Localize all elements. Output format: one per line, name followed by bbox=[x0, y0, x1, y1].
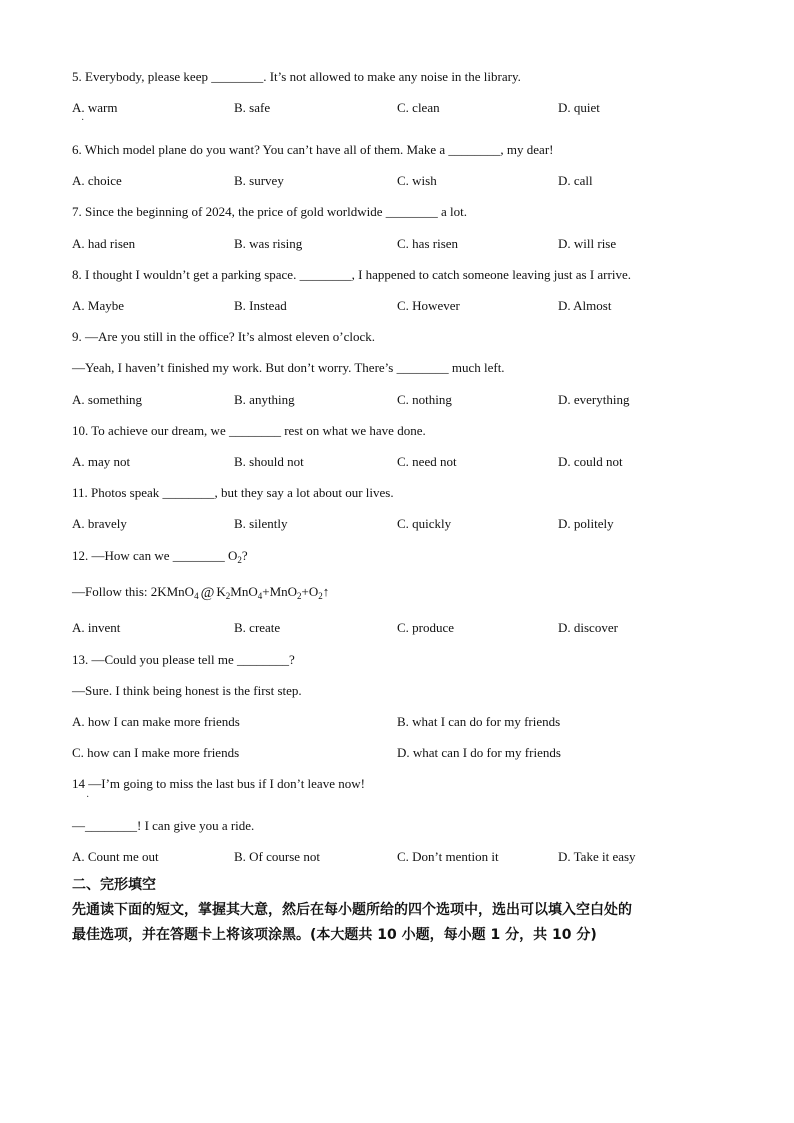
question-13-option-a: A. how I can make more friends bbox=[72, 714, 240, 729]
section-instruction-line-2: 最佳选项，并在答题卡上将该项涂黑。(本大题共 10 小题，每小题 1 分，共 10 分) bbox=[72, 927, 597, 943]
question-9-option-b: B. anything bbox=[234, 392, 295, 407]
question-14-option-d: D. Take it easy bbox=[558, 849, 636, 864]
question-11-option-c: C. quickly bbox=[397, 516, 452, 531]
question-10-option-c: C. need not bbox=[397, 454, 457, 469]
formula-sub: 2 bbox=[297, 591, 302, 601]
question-9-reply: —Yeah, I haven’t finished my work. But don’t worry. There’s ________ much left. bbox=[72, 360, 505, 375]
question-12-formula bbox=[72, 584, 329, 601]
question-5-stem: 5. Everybody, please keep ________. It’s not allowed to make any noise in the library. bbox=[72, 69, 521, 84]
question-8-option-d: D. Almost bbox=[558, 298, 612, 313]
question-11-option-b: B. silently bbox=[234, 516, 288, 531]
question-6-option-d: D. call bbox=[558, 173, 593, 188]
question-12-stem-end: ? bbox=[241, 548, 248, 563]
question-10-stem: 10. To achieve our dream, we ________ rest on what we have done. bbox=[72, 423, 426, 438]
formula-sub: 4 bbox=[257, 591, 263, 601]
question-5-option-b: B. safe bbox=[234, 100, 271, 115]
question-9-option-c: C. nothing bbox=[397, 392, 452, 407]
question-9-option-a: A. something bbox=[72, 392, 143, 407]
formula-plus-mno: +MnO bbox=[262, 584, 298, 599]
question-10-option-b: B. should not bbox=[234, 454, 304, 469]
question-7-option-b: B. was rising bbox=[234, 236, 303, 251]
question-5-option-c: C. clean bbox=[397, 100, 440, 115]
question-6-option-c: C. wish bbox=[397, 173, 437, 188]
question-14-option-b: B. Of course not bbox=[234, 849, 320, 864]
question-13-option-d: D. what can I do for my friends bbox=[397, 745, 561, 760]
stray-dot: · bbox=[86, 792, 90, 803]
question-12-stem-subscript: 2 bbox=[237, 555, 242, 565]
formula-sub: 2 bbox=[318, 591, 323, 601]
question-12-option-c: C. produce bbox=[397, 620, 455, 635]
question-9-stem: 9. —Are you still in the office? It’s almost eleven o’clock. bbox=[72, 329, 376, 344]
question-6-stem: 6. Which model plane do you want? You can’t have all of them. Make a ________, my dear! bbox=[72, 142, 554, 157]
question-12-option-b: B. create bbox=[234, 620, 281, 635]
question-11-option-a: A. bravely bbox=[72, 516, 127, 531]
question-14-stem: 14 —I’m going to miss the last bus if I don’t leave now! bbox=[72, 776, 365, 791]
formula-sub: 2 bbox=[225, 591, 231, 601]
question-14-option-a: A. Count me out bbox=[72, 849, 159, 864]
question-6-option-a: A. choice bbox=[72, 173, 122, 188]
question-7-stem: 7. Since the beginning of 2024, the price of gold worldwide ________ a lot. bbox=[72, 204, 467, 219]
section-title: 二、完形填空 bbox=[72, 877, 156, 893]
question-8-option-c: C. However bbox=[397, 298, 460, 313]
question-14-option-c: C. Don’t mention it bbox=[397, 849, 499, 864]
question-13-stem: 13. —Could you please tell me ________? bbox=[72, 652, 295, 667]
question-9-option-d: D. everything bbox=[558, 392, 630, 407]
question-11-option-d: D. politely bbox=[558, 516, 614, 531]
question-13-reply: —Sure. I think being honest is the first step. bbox=[72, 683, 302, 698]
formula-sub: 4 bbox=[194, 591, 199, 601]
question-13-option-c: C. how can I make more friends bbox=[72, 745, 240, 760]
formula-mno: MnO bbox=[230, 584, 258, 599]
question-8-option-a: A. Maybe bbox=[72, 298, 124, 313]
question-11-stem: 11. Photos speak ________, but they say a lot about our lives. bbox=[72, 485, 394, 500]
question-8-stem: 8. I thought I wouldn’t get a parking space. ________, I happened to catch someone leaving just as I arrive. bbox=[72, 267, 631, 282]
question-12-option-d: D. discover bbox=[558, 620, 618, 635]
question-5-option-d: D. quiet bbox=[558, 100, 600, 115]
heating-symbol: @ bbox=[200, 585, 215, 601]
section-instruction-line-1: 先通读下面的短文，掌握其大意，然后在每小题所给的四个选项中，选出可以填入空白处的 bbox=[72, 902, 632, 918]
question-7-option-c: C. has risen bbox=[397, 236, 459, 251]
question-12-option-a: A. invent bbox=[72, 620, 121, 635]
gas-arrow: ↑ bbox=[322, 584, 330, 599]
question-10-option-d: D. could not bbox=[558, 454, 623, 469]
question-12-stem bbox=[72, 548, 248, 564]
question-13-option-b: B. what I can do for my friends bbox=[397, 714, 561, 729]
question-7-option-d: D. will rise bbox=[558, 236, 617, 251]
question-6-option-b: B. survey bbox=[234, 173, 284, 188]
question-12-stem-text: 12. —How can we ________ O bbox=[72, 548, 238, 563]
question-8-option-b: B. Instead bbox=[234, 298, 287, 313]
formula-lead: —Follow this: 2KMnO bbox=[72, 584, 195, 599]
question-14-reply: —________! I can give you a ride. bbox=[72, 818, 255, 833]
formula-plus-o: +O bbox=[301, 584, 319, 599]
stray-dot: · bbox=[81, 115, 85, 126]
question-10-option-a: A. may not bbox=[72, 454, 131, 469]
formula-k: K bbox=[216, 584, 226, 599]
question-5-option-a: A. warm bbox=[72, 100, 118, 115]
question-7-option-a: A. had risen bbox=[72, 236, 136, 251]
